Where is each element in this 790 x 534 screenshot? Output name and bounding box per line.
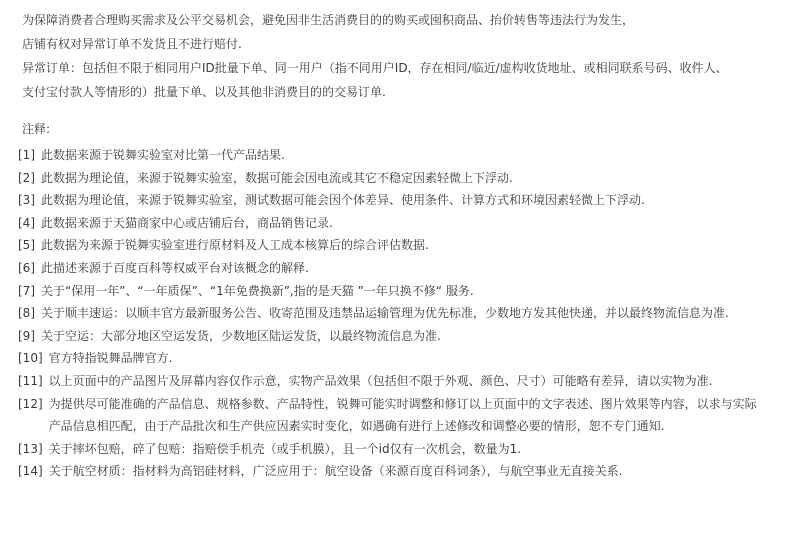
note-item-14: [18, 460, 784, 483]
note-number: [1]: [18, 148, 35, 162]
note-item-10: [18, 347, 784, 370]
note-number: [14]: [18, 464, 43, 479]
notes-title: 注释:: [22, 122, 51, 136]
note-item-4: [18, 212, 784, 235]
note-text: 此数据来源于天猫商家中心或店铺后台，商品销售记录.: [41, 215, 333, 230]
note-number: [8]: [18, 306, 35, 321]
abnormal-order-line-1: 异常订单：包括但不限于相同用户ID批量下单、同一用户（指不同用户ID，存在相同/临近/虚构收货地址、或相同联系号码、收件人、: [22, 61, 728, 75]
note-item-11: [18, 370, 784, 393]
note-number: [12]: [18, 396, 43, 411]
note-item-3: [18, 189, 784, 212]
note-item-2: [18, 167, 784, 190]
note-text-line-2: 产品信息相匹配，由于产品批次和生产供应因素实时变化，如遇确有进行上述修改和调整必要的情形，恕不专门通知.: [48, 419, 665, 434]
note-text: 以上页面中的产品图片及屏幕内容仅作示意，实物产品效果（包括但不限于外观、颜色、尺寸）可能略有差异，请以实物为准.: [48, 373, 713, 388]
note-text: 此描述来源于百度百科等权威平台对该概念的解释.: [41, 260, 309, 275]
note-text: 关于摔坏包赔，碎了包赔：指赔偿手机壳（或手机膜），且一个id仅有一次机会，数量为1.: [48, 441, 522, 456]
note-item-12: [18, 393, 784, 438]
note-item-9: [18, 325, 784, 348]
note-item-8: [18, 302, 784, 325]
note-text: 此数据来源于锐舞实验室对比第一代产品结果.: [41, 148, 285, 162]
note-item-7: [18, 280, 784, 303]
note-number: [2]: [18, 170, 35, 185]
note-number: [9]: [18, 328, 35, 343]
note-item-13: [18, 438, 784, 461]
note-number: [5]: [18, 238, 35, 253]
note-number: [6]: [18, 260, 35, 275]
intro-line-2: 店铺有权对异常订单不发货且不进行赔付.: [22, 37, 242, 51]
note-text: 关于“保用一年”、“一年质保”、“1年免费换新”,指的是天猫 ”一年只换不修“ 服务.: [41, 283, 474, 298]
note-item-5: [18, 234, 784, 257]
note-number: [13]: [18, 441, 43, 456]
note-item-1: [18, 144, 784, 167]
note-text-block: [49, 393, 757, 438]
note-text-line-1: 为提供尽可能准确的产品信息、规格参数、产品特性，锐舞可能实时调整和修订以上页面中的文字表述、图片效果等内容，以求与实际: [48, 396, 757, 411]
intro-line-1: 为保障消费者合理购买需求及公平交易机会，避免因非生活消费目的的购买或囤积商品、抬价转售等违法行为发生，: [22, 13, 635, 27]
intro-block: [22, 8, 784, 104]
note-text: 此数据为理论值，来源于锐舞实验室，数据可能会因电流或其它不稳定因素轻微上下浮动.: [41, 170, 513, 185]
note-number: [11]: [18, 373, 43, 388]
note-number: [10]: [18, 351, 43, 366]
note-text: 关于航空材质：指材料为高铝硅材料，广泛应用于：航空设备（来源百度百科词条），与航空事业无直接关系.: [48, 464, 623, 479]
note-text: 关于空运：大部分地区空运发货，少数地区陆运发货，以最终物流信息为准.: [41, 328, 441, 343]
note-number: [3]: [18, 193, 35, 208]
note-text: 关于顺丰速运：以顺丰官方最新服务公告、收寄范围及违禁品运输管理为优先标准，少数地方发其他快递，并以最终物流信息为准.: [41, 306, 729, 321]
notes-list: [18, 144, 784, 483]
note-number: [7]: [18, 283, 35, 298]
note-item-6: [18, 257, 784, 280]
abnormal-order-line-2: 支付宝付款人等情形的）批量下单、以及其他非消费目的的交易订单.: [22, 85, 386, 99]
note-text: 官方特指锐舞品牌官方.: [48, 351, 173, 366]
note-number: [4]: [18, 215, 35, 230]
note-text: 此数据为来源于锐舞实验室进行原材料及人工成本核算后的综合评估数据.: [41, 238, 429, 253]
note-text: 此数据为理论值，来源于锐舞实验室，测试数据可能会因个体差异、使用条件、计算方式和环境因素轻微上下浮动.: [41, 193, 645, 208]
